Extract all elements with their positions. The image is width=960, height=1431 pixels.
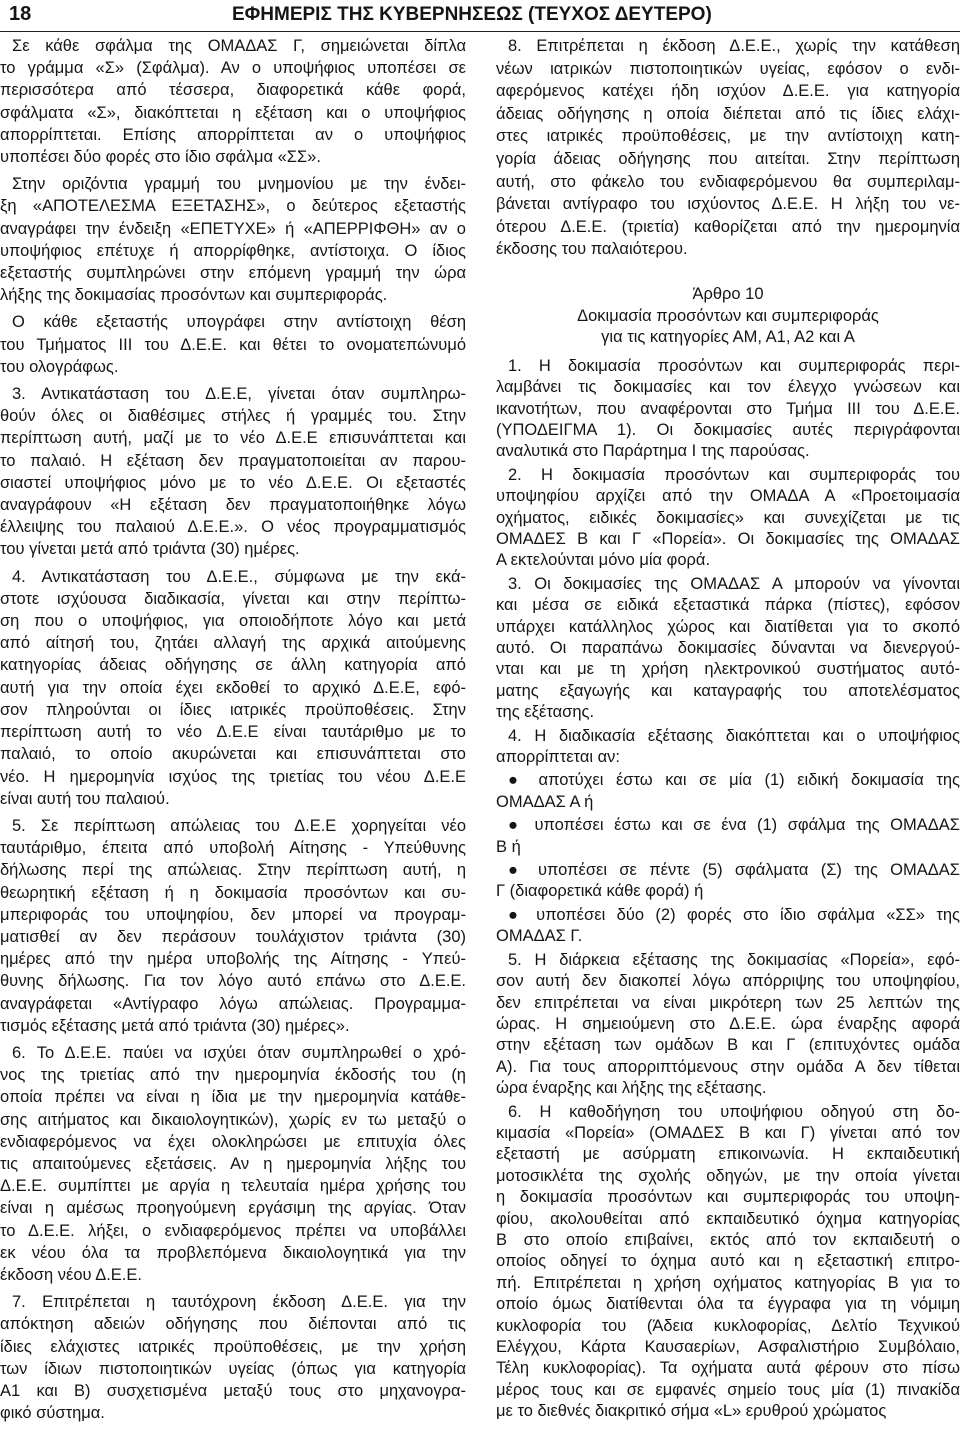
text-line: τισμός εξέτασης μετά από τριάντα (30) ημέρες». xyxy=(0,1016,350,1035)
text-line: σον αυτή δεν διακοπεί λόγω απόρριψης του υποψηφίου, xyxy=(496,972,960,991)
text-line: νέων ιατρικών πιστοποιητικών υγείας, εφόσον ο ενδι- xyxy=(496,59,960,78)
text-line: της εξέτασης. xyxy=(496,703,595,722)
heading-line: Δοκιμασία προσόντων και συμπεριφοράς xyxy=(577,306,879,325)
text-line: νται και με τη χρήση ηλεκτρονικού συστήματος αυτό- xyxy=(496,660,960,679)
text-line: Στην οριζόντια γραμμή του μνημονίου με την ένδει- xyxy=(12,175,466,194)
text-line: Β στο οποίο επιβαίνει, εκτός από τον εκπαιδευτή ο xyxy=(496,1230,960,1249)
heading-line: για τις κατηγορίες ΑΜ, Α1, Α2 και Α xyxy=(601,328,855,347)
text-line: 5. Η διάρκεια εξέτασης της δοκιμασίας «Πορεία», εφό- xyxy=(508,950,960,969)
text-line: μέρος τους και σε εμφανές σημείο τους μία (1) πινακίδα xyxy=(496,1380,960,1399)
text-line: ματισθεί αν δεν περάσουν τουλάχιστον τριάντα (30) xyxy=(0,927,466,946)
text-line: το Δ.Ε.Ε. λήξει, ο ενδιαφερόμενος πρέπει να υποβάλλει xyxy=(0,1221,466,1240)
text-line: απόκτηση αδειών οδήγησης που διέπονται από τις xyxy=(0,1315,466,1334)
text-line: ότερου Δ.Ε.Ε. (τριετία) καθορίζεται από την ημερομηνία xyxy=(496,217,960,236)
gazette-title: ΕΦΗΜΕΡΙΣ ΤΗΣ ΚΥΒΕΡΝΗΣΕΩΣ (ΤΕΥΧΟΣ ΔΕΥΤΕΡΟ) xyxy=(232,4,712,25)
text-line: ● υποπέσει δύο (2) φορές στο ίδιο σφάλμα «ΣΣ» της xyxy=(508,905,960,924)
paragraph xyxy=(0,311,466,378)
text-line: ικανοτήτων, που αναφέρονται στο Τμήμα ΙΙΙ του Δ.Ε.Ε. xyxy=(496,399,960,418)
text-line: υποπέσει δύο φορές στο ίδιο σφάλμα «ΣΣ». xyxy=(0,148,321,167)
text-line: υποψήφιος επέτυχε ή απορρίφθηκε, αντίστοιχα. Ο ίδιος xyxy=(0,241,466,260)
paragraph xyxy=(496,356,960,463)
paragraph xyxy=(496,35,960,261)
paragraph xyxy=(0,566,466,810)
article-heading xyxy=(496,284,960,349)
header-rule xyxy=(0,31,960,32)
text-line: είναι η αμέσως προηγούμενη εργάσιμη της αργίας. Όταν xyxy=(0,1199,466,1218)
text-line: οποίος οδηγεί το όχημα αυτό και η εξεταστική επιτρο- xyxy=(496,1252,960,1271)
text-line: 1. Η δοκιμασία προσόντων και συμπεριφοράς περι- xyxy=(508,356,960,375)
text-line: Α). Για τους απορριπτόμενους στην ομάδα Α δεν τίθεται xyxy=(496,1057,960,1076)
text-line: του Τμήματος ΙΙΙ του Δ.Ε.Ε. και θέτει το ονοματεπώνυμό xyxy=(0,335,466,354)
text-line: ● αποτύχει έστω και σε μία (1) ειδική δοκιμασία της xyxy=(508,771,960,790)
text-line: θυνης δήλωσης. Για τον λόγο αυτό επάνω στο Δ.Ε.Ε. xyxy=(0,972,466,991)
text-line: στην εξέταση των ομάδων Β και Γ (επιτυχόντες ομάδα xyxy=(496,1036,960,1055)
text-line: δεν επιτρέπεται να είναι μικρότερη των 25 λεπτών της xyxy=(496,993,960,1012)
text-line: ίδιες ελάχιστες ιατρικές προϋποθέσεις, με την χρήση xyxy=(0,1337,466,1356)
text-line: θούν όλες οι διαθέσιμες στήλες ή γραμμές του. Στην xyxy=(0,407,466,426)
text-line: παλαιό, το οποίο ακυρώνεται και επισυνάπτεται στο xyxy=(0,745,466,764)
bullet-item xyxy=(496,815,960,858)
text-line: Ελέγχου, Κάρτα Καυσαερίων, Ασφαλιστήριο Συμβόλαιο, xyxy=(496,1338,960,1356)
text-line: είναι αυτή του παλαιού. xyxy=(0,789,170,808)
text-line: Α1 και Β) συσχετισμένα μεταξύ τους στο μηχανογρα- xyxy=(0,1381,466,1400)
text-line: γορία άδειας οδήγησης που αιτείται. Στην περίπτωση xyxy=(496,149,960,168)
text-line: περίπτωση αυτή το νέο Δ.Ε.Ε είναι ταυτάριθμο με το xyxy=(0,723,466,742)
text-line: Δ.Ε.Ε. συμπίπτει με αργία η τελευταία ημέρα χρήσης του xyxy=(0,1177,466,1196)
text-line: κιμασία «Πορεία» (ΟΜΑΔΕΣ Β και Γ) γίνεται από τον xyxy=(496,1123,960,1142)
heading-line: Άρθρο 10 xyxy=(692,284,764,303)
text-line: στες ιατρικές προϋποθέσεις, με την αντίστοιχη κατη- xyxy=(496,127,960,146)
text-line: ματης εξαγωγής και καταγραφής του αποτελέσματος xyxy=(496,681,960,700)
text-line: 4. Αντικατάσταση του Δ.Ε.Ε., σύμφωνα με την εκά- xyxy=(12,567,466,586)
text-line: αναγράφει την ένδειξη «ΕΠΕΤΥΧΕ» ή «ΑΠΕΡΡΙΦΘΗ» αν ο xyxy=(0,219,466,238)
text-line: ● υποπέσει έστω και σε ένα (1) σφάλμα της ΟΜΑΔΑΣ xyxy=(508,816,960,835)
text-line: του ολογράφως. xyxy=(0,357,119,376)
paragraph xyxy=(0,35,466,168)
text-line: αυτή, στο φάκελο του ενδιαφερόμενου θα συμπεριλαμ- xyxy=(496,172,960,191)
text-line: ση που ο υποψήφιος, για οποιοδήποτε λόγο και μετά xyxy=(0,612,466,631)
paragraph xyxy=(0,1042,466,1286)
paragraph xyxy=(496,726,960,769)
paragraph xyxy=(496,465,960,572)
text-line: ενδιαφερόμενος να έχει ολοκληρώσει με επιτυχία όλες xyxy=(0,1132,466,1151)
text-line: ΟΜΑΔΑΣ Α ή xyxy=(496,792,594,811)
text-line: περισσότερα από τέσσερα, διαφορετικά κάθε φορά, xyxy=(0,81,466,100)
text-line: μπεριφοράς του υποψηφίου, δεν μπορεί να προγραμ- xyxy=(0,905,466,924)
text-line: σης αιτήματος και δικαιολογητικών), χωρίς εν τω μεταξύ ο xyxy=(0,1110,466,1129)
text-line: κατηγορίας άδειας οδήγησης σε άλλη κατηγορία από xyxy=(0,656,466,675)
text-line: έκδοση νέου Δ.Ε.Ε. xyxy=(0,1265,142,1284)
text-line: Τέλη κυκλοφορίας). Τα οχήματα αυτά φέρουν στο πίσω xyxy=(496,1359,960,1378)
bullet-item xyxy=(496,905,960,948)
text-line: υπάρχει κατάλληλος χώρος και διατίθεται για το σκοπό xyxy=(496,617,960,636)
right-column xyxy=(496,35,960,1423)
text-line: από αίτησή του, ζητάει αλλαγή της αρχικά αιτούμενης xyxy=(0,634,466,653)
text-line: αυτό. Οι παραπάνω δοκιμασίες δύνανται να διενεργού- xyxy=(496,639,960,657)
text-line: νέο. Η ημερομηνία ισχύος της τριετίας του νέου Δ.Ε.Ε xyxy=(0,767,466,786)
text-line: κυκλοφορία του (Άδεια κυκλοφορίας, Δελτίο Τεχνικού xyxy=(496,1316,960,1335)
text-line: 5. Σε περίπτωση απώλειας του Δ.Ε.Ε χορηγείται νέο xyxy=(12,816,466,835)
text-line: μοτοσικλέτα της σχολής οδηγών, με την οποία γίνεται xyxy=(496,1166,960,1185)
text-line: Ο κάθε εξεταστής υπογράφει στην αντίστοιχη θέση xyxy=(12,313,466,332)
text-line: 8. Επιτρέπεται η έκδοση Δ.Ε.Ε., χωρίς την κατάθεση xyxy=(508,37,960,55)
text-line: εξεταστής συμπληρώνει στην επόμενη γραμμή την ώρα xyxy=(0,264,466,283)
text-line: 3. Οι δοκιμασίες της ΟΜΑΔΑΣ Α μπορούν να γίνονται xyxy=(508,574,960,593)
text-line: οποία πρέπει να είναι η ίδια με την ημερομηνία κατάθε- xyxy=(0,1088,466,1107)
text-line: εξεταστή με ασύρματη επικοινωνία. Η εκπαιδευτική xyxy=(496,1145,960,1164)
text-line: απορρίπτεται. Επίσης απορρίπτεται αν ο υποψήφιος xyxy=(0,125,466,144)
text-line: 2. Η δοκιμασία προσόντων και συμπεριφοράς του xyxy=(508,465,960,484)
text-line: το γράμμα «Σ» (Σφάλμα). Αν ο υποψήφιος υποπέσει σε xyxy=(0,59,466,78)
paragraph xyxy=(496,950,960,1100)
text-line: ημέρες από την ημέρα υποβολής της Αίτησης - Υπεύ- xyxy=(0,950,466,969)
paragraph xyxy=(0,383,466,561)
text-line: φίου, ακολουθείται από εκπαιδευτικό όχημα κατηγορίας xyxy=(496,1209,960,1228)
bullet-item xyxy=(496,770,960,813)
text-line: φικό σύστημα. xyxy=(0,1404,105,1423)
text-line: Σε κάθε σφάλμα της ΟΜΑΔΑΣ Γ, σημειώνεται δίπλα xyxy=(12,37,466,55)
text-line: 3. Αντικατάσταση του Δ.Ε.Ε, γίνεται όταν συμπληρω- xyxy=(12,385,466,404)
text-line: σον πληρούνται οι ίδιες ιατρικές προϋποθέσεις. Στην xyxy=(0,700,466,719)
bullet-item xyxy=(496,860,960,903)
text-line: ώρας. Η σημειούμενη στο Δ.Ε.Ε. ώρα έναρξης αφορά xyxy=(496,1014,960,1033)
text-line: σφάλματα «Σ», διακόπτεται η εξέταση και ο υποψήφιος xyxy=(0,103,466,122)
text-line: τις απαιτούμενες εξετάσεις. Αν η ημερομηνία λήξης του xyxy=(0,1154,466,1173)
text-line: 4. Η διαδικασία εξέτασης διακόπτεται και ο υποψήφιος xyxy=(508,726,960,745)
text-line: του γίνεται μετά από τριάντα (30) ημέρες. xyxy=(0,540,300,559)
text-line: Γ (διαφορετικά κάθε φορά) ή xyxy=(496,882,704,901)
text-line: περίπτωση αυτή, μαζί με το νέο Δ.Ε.Ε επισυνάπτεται και xyxy=(0,429,466,448)
text-line: αναγράφεται «Αντίγραφο λόγω απώλειας. Προγραμμα- xyxy=(0,994,466,1013)
text-line: λήξης της δοκιμασίας προσόντων και συμπεριφοράς. xyxy=(0,286,388,305)
text-line: ώρα έναρξης και λήξης της εξέτασης. xyxy=(496,1079,767,1098)
paragraph xyxy=(0,173,466,306)
text-line: 6. Το Δ.Ε.Ε. παύει να ισχύει όταν συμπληρωθεί ο χρό- xyxy=(12,1043,466,1062)
text-line: νος της τριετίας από την ημερομηνία έκδοσής του (η xyxy=(0,1066,466,1085)
text-line: με το διεθνές διακριτικό σήμα «L» ερυθρού χρώματος xyxy=(496,1402,887,1421)
text-line: 6. Η καθοδήγηση του υποψήφιου οδηγού στη δο- xyxy=(508,1102,960,1121)
text-line: (ΥΠΟΔΕΙΓΜΑ 1). Οι δοκιμασίες αυτές περιγράφονται xyxy=(496,420,960,439)
text-line: οποίο όμως διατίθενται όλα τα έγγραφα για τη νόμιμη xyxy=(496,1295,960,1314)
paragraph xyxy=(0,1291,466,1424)
text-line: σιαστεί υποψήφιος μόνο με το νέο Δ.Ε.Ε. Οι εξεταστές xyxy=(0,473,466,492)
paragraph xyxy=(0,815,466,1037)
text-line: απορρίπτεται αν: xyxy=(496,748,621,767)
text-line: οχήματος, ειδικές δοκιμασίες» και συνεχίζεται με τις xyxy=(496,508,960,527)
text-line: υποψηφίου αρχίζει από την ΟΜΑΔΑ Α «Προετοιμασία xyxy=(496,487,960,506)
text-line: αφερόμενος κατέχει ήδη ισχύον Δ.Ε.Ε. για κατηγορία xyxy=(496,82,960,101)
text-line: λαμβάνει τις δοκιμασίες και τον έλεγχο γνώσεων και xyxy=(496,378,960,397)
text-line: ● υποπέσει σε πέντε (5) σφάλματα (Σ) της ΟΜΑΔΑΣ xyxy=(508,861,960,880)
text-line: αναγράφουν «Η εξέταση δεν πραγματοποιήθηκε λόγω xyxy=(0,496,466,515)
text-line: αναλυτικά στο Παράρτημα Ι της παρούσας. xyxy=(496,442,810,461)
text-line: των ίδιων πιστοποιητικών υγείας (όπως για κατηγορία xyxy=(0,1359,466,1378)
paragraph xyxy=(496,1102,960,1423)
text-line: δήλωσης περί της απώλειας. Στην περίπτωση αυτή, η xyxy=(0,861,466,880)
text-line: η δοκιμασία προσόντων και συμπεριφοράς του υποψη- xyxy=(496,1188,960,1207)
text-line: Β ή xyxy=(496,837,521,856)
text-line: άδειας οδήγησης η οποία διέπεται από τις ίδιες ελάχι- xyxy=(496,104,960,123)
text-line: έλλειψης του παλαιού Δ.Ε.Ε.». Ο νέος προγραμματισμός xyxy=(0,518,466,537)
text-line: ταυτάριθμο, έπειτα από υποβολή Αίτησης - Υπεύθυνης xyxy=(0,839,466,858)
text-line: πή. Επιτρέπεται η χρήση οχήματος κατηγορίας Β για το xyxy=(496,1273,960,1292)
text-line: βάνεται αντίγραφο του ισχύοντος Δ.Ε.Ε. Η λήξη του νε- xyxy=(496,195,960,214)
text-line: Α εκτελούνται μόνο μία φορά. xyxy=(496,551,711,570)
text-line: και μέσα σε ειδικά εξεταστικά πάρκα (πίστες), εφόσον xyxy=(496,596,960,615)
text-line: στοτε ισχύουσα διαδικασία, γίνεται και στην περίπτω- xyxy=(0,589,466,608)
left-column xyxy=(0,35,466,1424)
text-line: ΟΜΑΔΑΣ Γ. xyxy=(496,927,583,946)
paragraph xyxy=(496,574,960,724)
text-line: το παλαιό. Η εξέταση δεν πραγματοποιείται αν παρου- xyxy=(0,451,466,470)
text-line: έκδοσης του παλαιότερου. xyxy=(496,240,688,259)
text-line: θεωρητική εξέταση ή η δοκιμασία προσόντων και συ- xyxy=(0,883,466,902)
page-number: 18 xyxy=(9,3,32,25)
text-line: αυτή για την οποία έχει εκδοθεί το αρχικό Δ.Ε.Ε, εφό- xyxy=(0,678,466,697)
text-line: 7. Επιτρέπεται η ταυτόχρονη έκδοση Δ.Ε.Ε. για την xyxy=(12,1293,466,1312)
text-line: ΟΜΑΔΕΣ Β και Γ «Πορεία». Οι δοκιμασίες της ΟΜΑΔΑΣ xyxy=(496,529,960,548)
text-line: εκ νέου όλα τα προβλεπόμενα δικαιολογητικά για την xyxy=(0,1243,466,1262)
text-line: ξη «ΑΠΟΤΕΛΕΣΜΑ ΕΞΕΤΑΣΗΣ», ο δεύτερος εξεταστής xyxy=(0,197,466,216)
